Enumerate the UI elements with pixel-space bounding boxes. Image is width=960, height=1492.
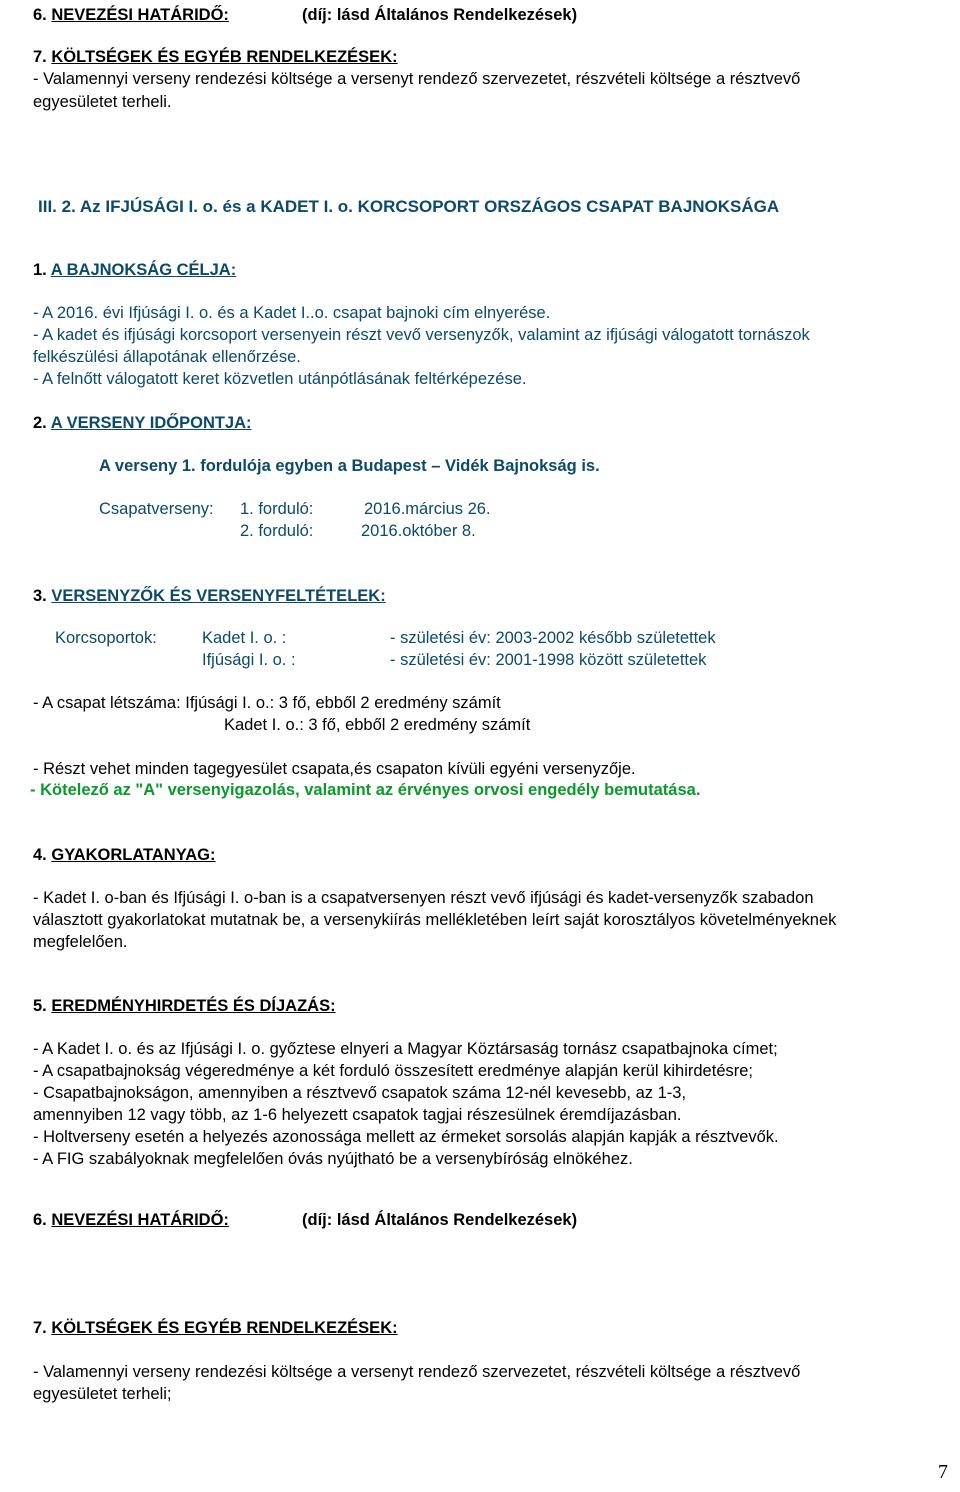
round-1-label: 1. forduló: (240, 500, 314, 518)
chapter-heading: III. 2. Az IFJÚSÁGI I. o. és a KADET I. o. KORCSOPORT ORSZÁGOS CSAPAT BAJNOKSÁGA (38, 197, 780, 216)
section-5-line-3: - Csapatbajnokságon, amennyiben a résztvevő csapatok száma 12-nél kevesebb, az 1-3, (33, 1084, 687, 1102)
youth-birth-years: - születési év: 2001-1998 között születettek (390, 651, 707, 669)
section-7b-heading: 7. KÖLTSÉGEK ÉS EGYÉB RENDELKEZÉSEK: (33, 1319, 398, 1337)
section-5-line-1: - A Kadet I. o. és az Ifjúsági I. o. győztese elnyeri a Magyar Köztársaság tornász csapatbajnoka címet; (33, 1040, 778, 1058)
section-7b-text-line-1: - Valamennyi verseny rendezési költsége a versenyt rendező szervezetet, részvételi költsége a résztvevő (33, 1363, 801, 1381)
team-size-kadet: Kadet I. o.: 3 fő, ebből 2 eredmény számít (224, 716, 531, 734)
round-1-date: 2016.március 26. (364, 500, 491, 518)
section-1-line-1: - A 2016. évi Ifjúsági I. o. és a Kadet I..o. csapat bajnoki cím elnyerése. (33, 304, 551, 322)
section-1-line-2: - A kadet és ifjúsági korcsoport versenyein részt vevő versenyzők, valamint az ifjúsági válogatott tornászok (33, 326, 810, 344)
round-2-date: 2016.október 8. (361, 522, 476, 540)
section-5-line-4: amennyiben 12 vagy több, az 1-6 helyezett csapatok tagjai részesülnek éremdíjazásban. (33, 1106, 682, 1124)
section-7-heading: 7. KÖLTSÉGEK ÉS EGYÉB RENDELKEZÉSEK: (33, 48, 398, 66)
mandatory-license-rule: - Kötelező az "A" versenyigazolás, valamint az érvényes orvosi engedély bemutatása. (30, 781, 701, 799)
section-1-line-3: felkészülési állapotának ellenőrzése. (33, 348, 301, 366)
section-4-heading: 4. GYAKORLATANYAG: (33, 846, 216, 864)
section-4-line-3: megfelelően. (33, 933, 128, 951)
section-7-text-line-2: egyesületet terheli. (33, 93, 172, 111)
section-5-line-5: - Holtverseny esetén a helyezés azonossága mellett az érmeket sorsolás alapján kapják a résztvevők. (33, 1128, 779, 1146)
section-2-heading: 2. A VERSENY IDŐPONTJA: (33, 414, 252, 432)
team-size-youth: - A csapat létszáma: Ifjúsági I. o.: 3 fő, ebből 2 eredmény számít (33, 694, 501, 712)
round-2-label: 2. forduló: (240, 522, 314, 540)
youth-label: Ifjúsági I. o. : (202, 651, 296, 669)
age-groups-label: Korcsoportok: (55, 629, 157, 647)
section-6-fee-note: (díj: lásd Általános Rendelkezések) (302, 6, 578, 24)
section-3-heading: 3. VERSENYZŐK ÉS VERSENYFELTÉTELEK: (33, 587, 386, 605)
section-7b-text-line-2: egyesületet terheli; (33, 1385, 172, 1403)
kadet-label: Kadet I. o. : (202, 629, 287, 647)
section-1-heading: 1. A BAJNOKSÁG CÉLJA: (33, 261, 237, 279)
participation-rule: - Részt vehet minden tagegyesület csapata,és csapaton kívüli egyéni versenyzője. (33, 760, 636, 778)
section-1-line-4: - A felnőtt válogatott keret közvetlen utánpótlásának feltérképezése. (33, 370, 527, 388)
section-5-line-2: - A csapatbajnokság végeredménye a két forduló összesített eredménye alapján kerül kihirdetésre; (33, 1062, 753, 1080)
section-6b-fee-note: (díj: lásd Általános Rendelkezések) (302, 1211, 578, 1229)
section-6-heading: 6. NEVEZÉSI HATÁRIDŐ: (33, 6, 229, 24)
section-4-line-1: - Kadet I. o-ban és Ifjúsági I. o-ban is a csapatversenyen részt vevő ifjúsági és kadet-versenyzők szabadon (33, 889, 814, 907)
section-4-line-2: választott gyakorlatokat mutatnak be, a versenykiírás mellékletében leírt saját korosztályos követelményeknek (33, 911, 837, 929)
section-5-heading: 5. EREDMÉNYHIRDETÉS ÉS DÍJAZÁS: (33, 997, 336, 1015)
section-6b-heading: 6. NEVEZÉSI HATÁRIDŐ: (33, 1211, 229, 1229)
kadet-birth-years: - születési év: 2003-2002 később születettek (390, 629, 716, 647)
section-5-line-6: - A FIG szabályoknak megfelelően óvás nyújtható be a versenybíróság elnökéhez. (33, 1150, 633, 1168)
page-number: 7 (938, 1461, 948, 1483)
team-competition-label: Csapatverseny: (99, 500, 214, 518)
section-7-text-line-1: - Valamennyi verseny rendezési költsége a versenyt rendező szervezetet, részvételi költsége a résztvevő (33, 70, 801, 88)
section-2-round-note: A verseny 1. fordulója egyben a Budapest – Vidék Bajnokság is. (99, 457, 600, 475)
